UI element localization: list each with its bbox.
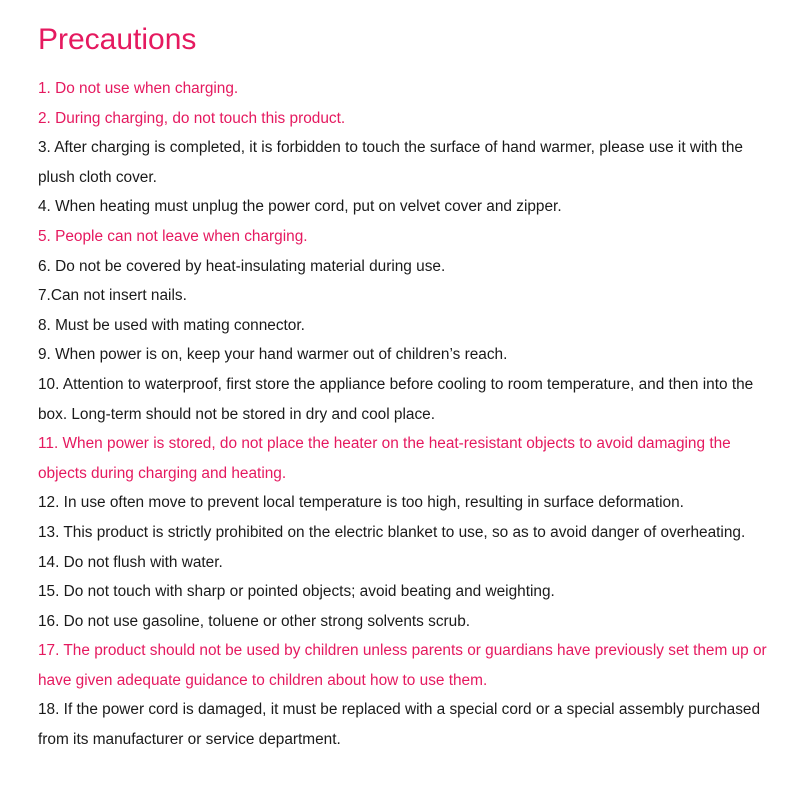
precaution-item-7: 7.Can not insert nails. [38, 287, 187, 305]
page-title: Precautions [38, 23, 197, 56]
precaution-item-1: 1. Do not use when charging. [38, 80, 239, 97]
precaution-item-12: 12. In use often move to prevent local temperature is too high, resulting in surface deformation. [38, 494, 684, 512]
precaution-item-6: 6. Do not be covered by heat-insulating material during use. [38, 257, 446, 275]
precaution-item-18: 18. If the power cord is damaged, it must be replaced with a special cord or a special assembly purchased from its manufacturer or service department. [38, 701, 761, 749]
precaution-item-11: 11. When power is stored, do not place the heater on the heat-resistant objects to avoid damaging the objects during charging and heating. [38, 435, 731, 482]
precaution-item-5: 5. People can not leave when charging. [38, 227, 308, 245]
precaution-item-3: 3. After charging is completed, it is forbidden to touch the surface of hand warmer, please use it with the plush cloth cover. [38, 139, 743, 186]
precautions-document [38, 20, 780, 755]
precaution-item-13: 13. This product is strictly prohibited on the electric blanket to use, so as to avoid danger of overheating. [38, 523, 746, 541]
precaution-item-16: 16. Do not use gasoline, toluene or other strong solvents scrub. [38, 612, 471, 630]
precaution-item-15: 15. Do not touch with sharp or pointed objects; avoid beating and weighting. [38, 583, 555, 601]
precaution-item-9: 9. When power is on, keep your hand warmer out of children’s reach. [38, 346, 508, 364]
precaution-item-8: 8. Must be used with mating connector. [38, 316, 305, 334]
precaution-item-14: 14. Do not flush with water. [38, 553, 223, 571]
precaution-list [38, 74, 780, 755]
precaution-item-17: 17. The product should not be used by children unless parents or guardians have previously set them up or have given adequate guidance to children about how to use them. [38, 642, 767, 689]
precaution-item-10: 10. Attention to waterproof, first store the appliance before cooling to room temperature, and then into the box. Long-term should not be stored in dry and cool place. [38, 375, 754, 423]
precaution-item-2: 2. During charging, do not touch this product. [38, 109, 346, 127]
precaution-item-4: 4. When heating must unplug the power cord, put on velvet cover and zipper. [38, 198, 562, 216]
